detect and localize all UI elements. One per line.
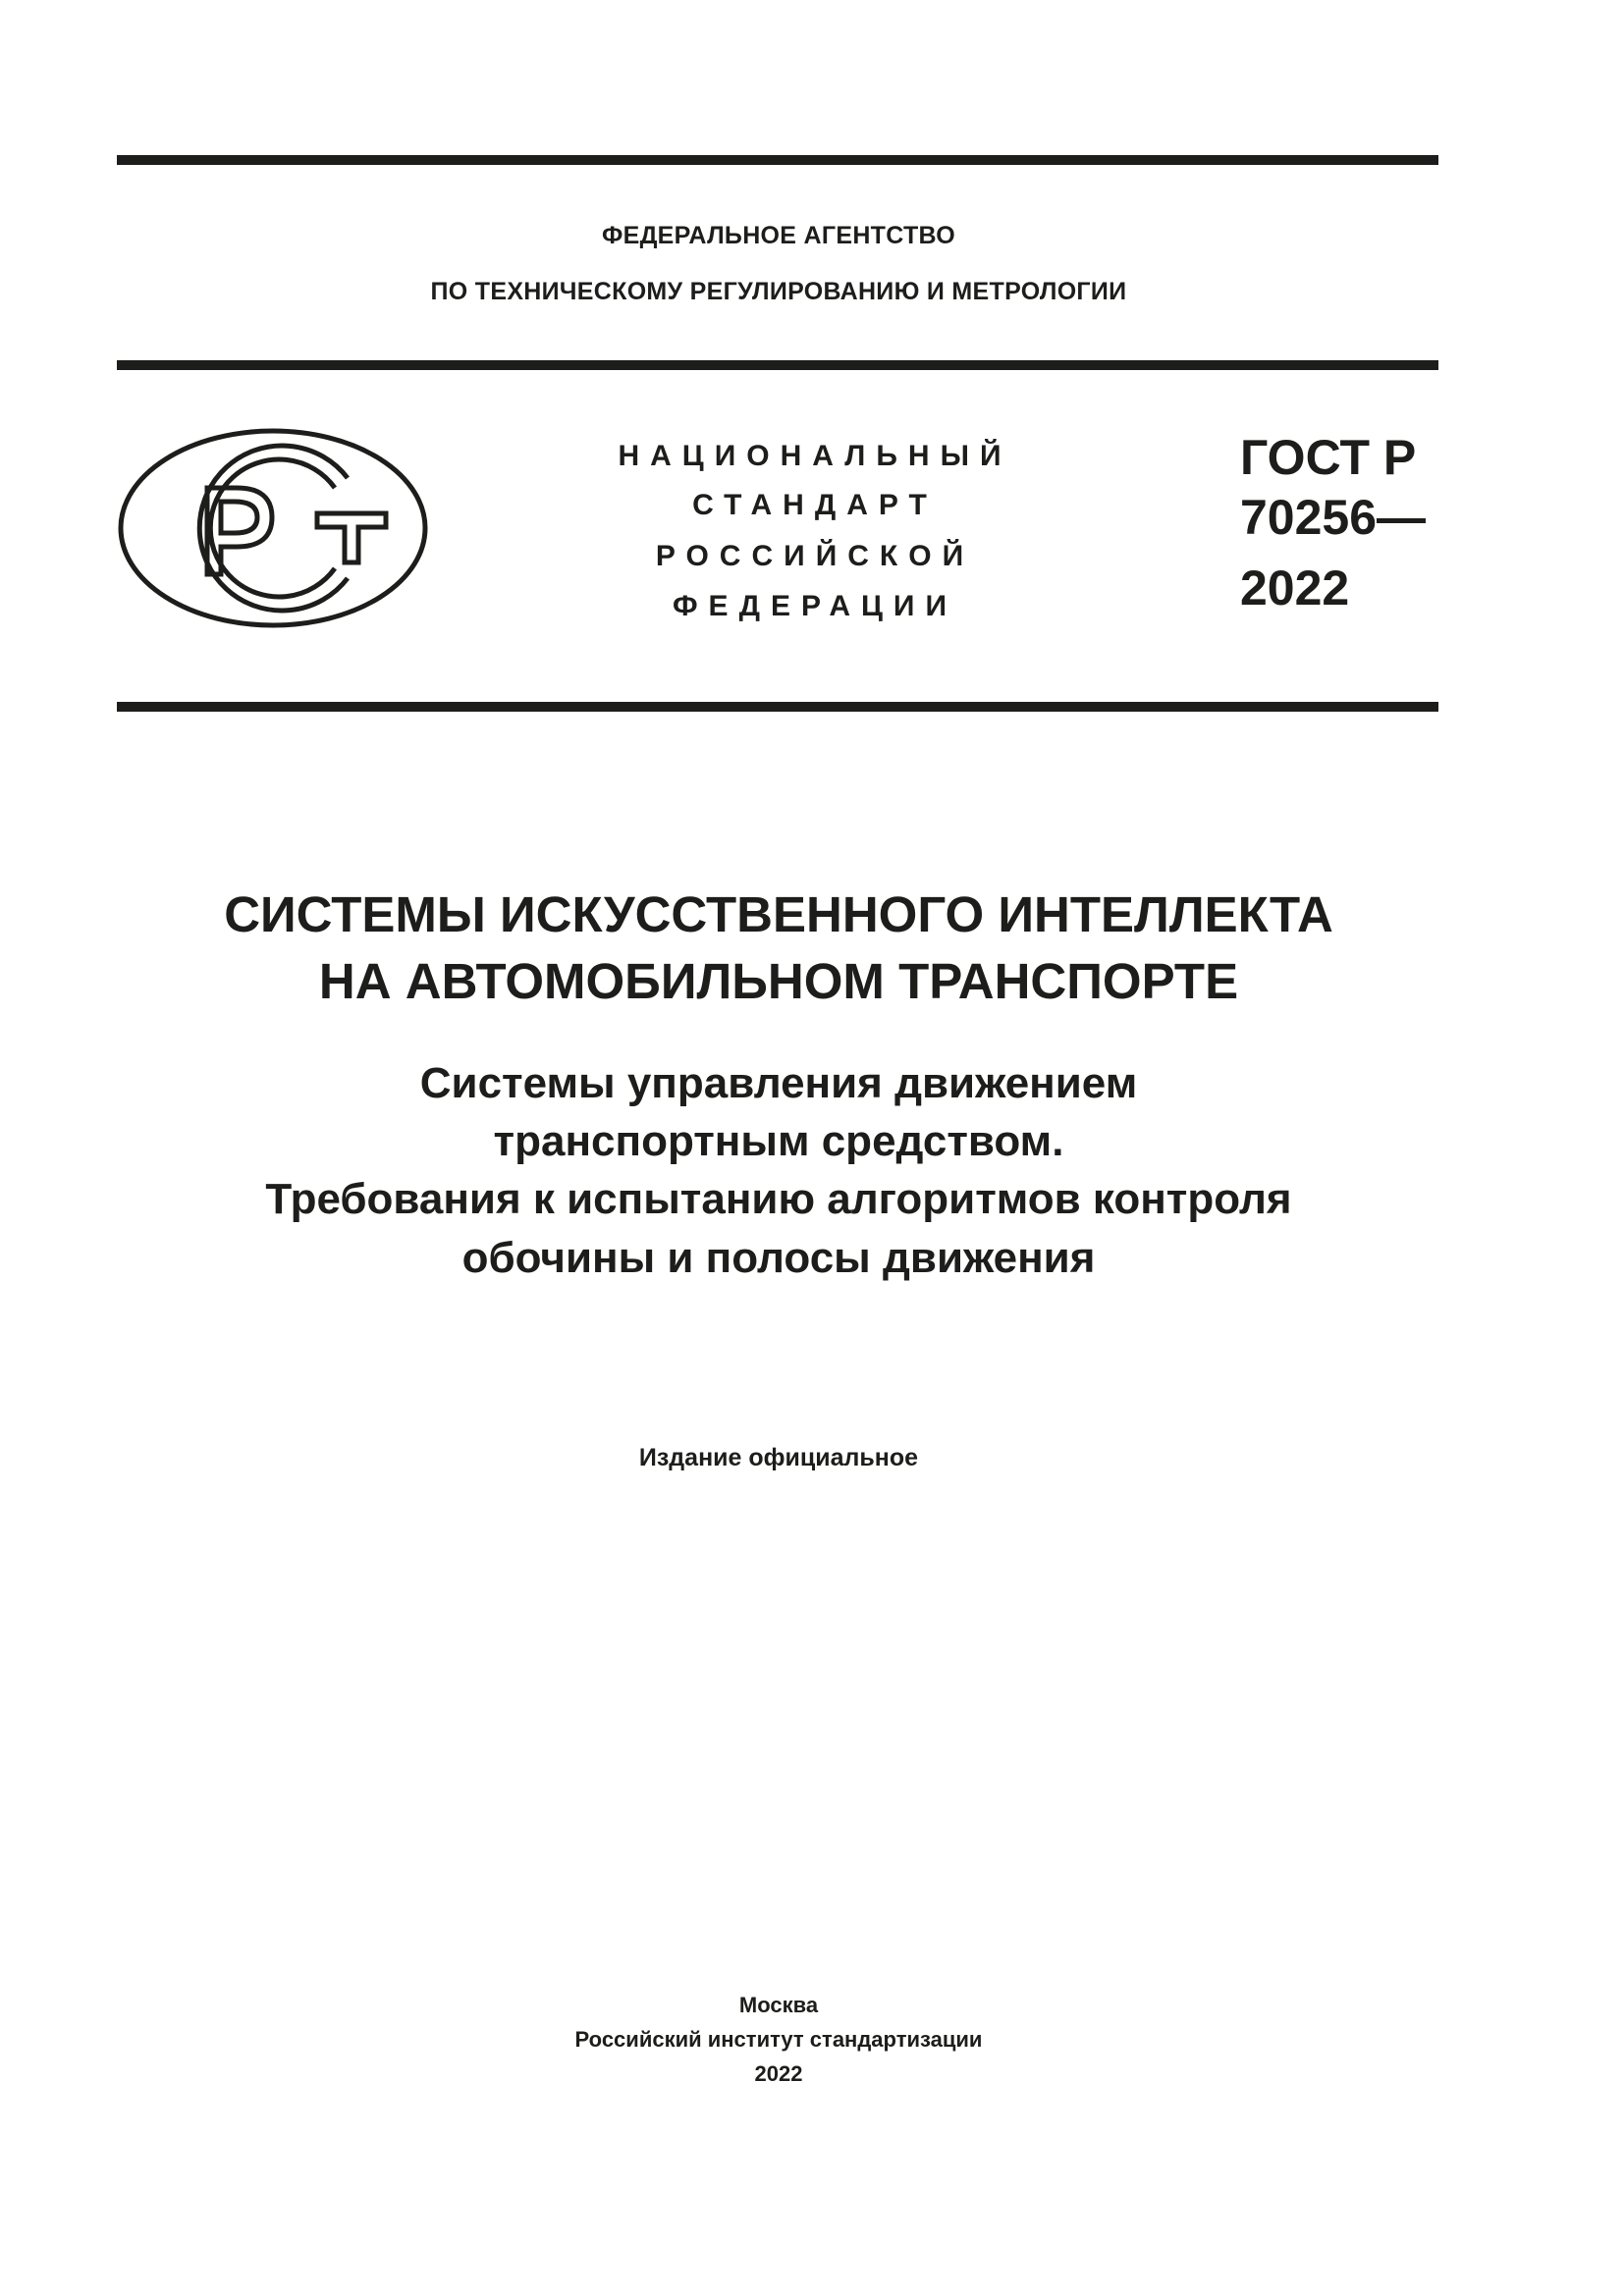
document-subtitle-line-3: Требования к испытанию алгоритмов контроля xyxy=(265,1175,1292,1223)
document-subtitle-line-4: обочины и полосы движения xyxy=(461,1234,1096,1282)
standard-type-line-2: СТАНДАРТ xyxy=(692,489,938,521)
agency-name-line-2: ПО ТЕХНИЧЕСКОМУ РЕГУЛИРОВАНИЮ И МЕТРОЛОГИИ xyxy=(430,278,1127,305)
standard-year: 2022 xyxy=(1240,561,1350,615)
standard-type-line-4: ФЕДЕРАЦИИ xyxy=(672,590,958,622)
document-title-line-1: СИСТЕМЫ ИСКУССТВЕННОГО ИНТЕЛЛЕКТА xyxy=(224,886,1333,942)
publisher-name: Российский институт стандартизации xyxy=(574,2027,983,2052)
standard-type-line-3: РОССИЙСКОЙ xyxy=(655,540,975,572)
publication-city: Москва xyxy=(738,1993,819,2017)
document-subtitle-line-2: транспортным средством. xyxy=(493,1117,1064,1165)
standard-number: 70256— xyxy=(1240,490,1427,545)
header-divider xyxy=(117,360,1438,370)
standard-type-line-1: НАЦИОНАЛЬНЫЙ xyxy=(618,440,1012,472)
edition-label: Издание официальное xyxy=(638,1444,919,1471)
document-title-line-2: НА АВТОМОБИЛЬНОМ ТРАНСПОРТЕ xyxy=(318,953,1239,1009)
publication-year: 2022 xyxy=(754,2061,803,2086)
rst-certification-logo-icon xyxy=(117,427,429,629)
title-divider xyxy=(117,702,1438,712)
agency-name-line-1: ФЕДЕРАЛЬНОЕ АГЕНТСТВО xyxy=(601,222,956,249)
top-divider xyxy=(117,155,1438,165)
standard-number-prefix: ГОСТ Р xyxy=(1240,430,1417,485)
document-subtitle-line-1: Системы управления движением xyxy=(419,1059,1138,1107)
